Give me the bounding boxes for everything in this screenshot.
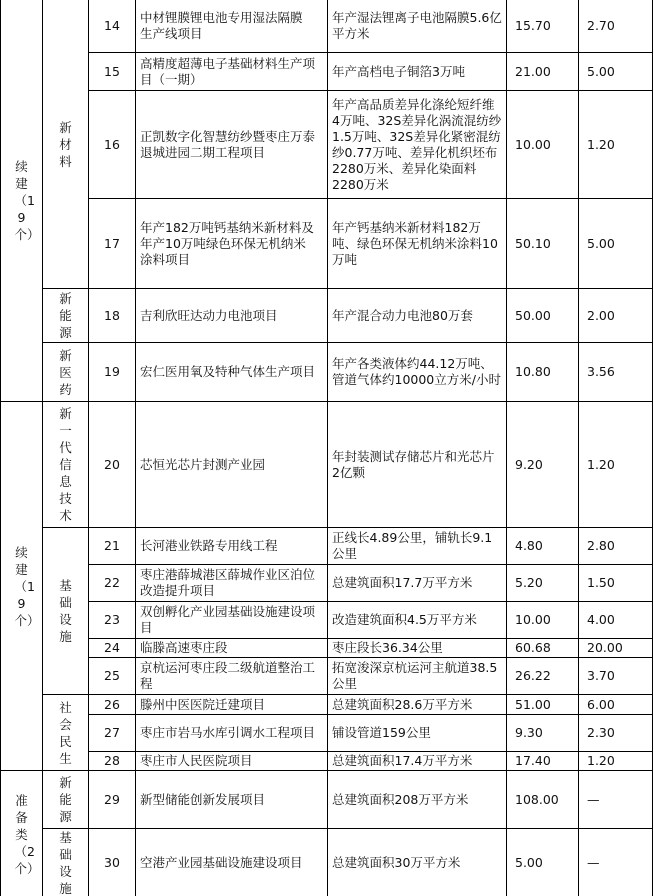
total-investment: 21.00 — [507, 53, 579, 91]
annual-investment: 6.00 — [579, 695, 653, 715]
table-row — [1, 53, 653, 91]
table-row — [1, 528, 653, 565]
total-investment: 60.68 — [507, 639, 579, 658]
group-cell — [1, 771, 43, 896]
annual-investment: — — [579, 829, 653, 896]
total-investment: 4.80 — [507, 528, 579, 565]
group-cell — [1, 402, 43, 771]
project-name: 新型储能创新发展项目 — [136, 771, 328, 829]
total-investment: 15.70 — [507, 0, 579, 53]
project-name: 枣庄港薛城港区薛城作业区泊位改造提升项目 — [136, 565, 328, 602]
project-name: 枣庄市人民医院项目 — [136, 752, 328, 771]
subcat-cell — [43, 695, 89, 771]
group-label: 续建（19个） — [14, 544, 40, 628]
project-name: 临滕高速枣庄段 — [136, 639, 328, 658]
row-no: 23 — [89, 602, 136, 639]
subcat-cell — [43, 528, 89, 695]
row-no: 16 — [89, 91, 136, 199]
row-no: 18 — [89, 289, 136, 343]
subcat-label: 新能源 — [59, 291, 72, 340]
row-no: 22 — [89, 565, 136, 602]
total-investment: 10.00 — [507, 602, 579, 639]
table-row — [1, 199, 653, 289]
total-investment: 17.40 — [507, 752, 579, 771]
project-content: 铺设管道159公里 — [328, 715, 507, 752]
row-no: 24 — [89, 639, 136, 658]
annual-investment: 2.30 — [579, 715, 653, 752]
project-content: 年产湿法锂离子电池隔膜5.6亿平方米 — [328, 0, 507, 53]
subcat-cell — [43, 289, 89, 343]
subcat-label: 基础设施 — [59, 578, 72, 644]
annual-investment: 1.50 — [579, 565, 653, 602]
project-content: 枣庄段长36.34公里 — [328, 639, 507, 658]
project-name: 空港产业园基础设施建设项目 — [136, 829, 328, 896]
row-no: 20 — [89, 402, 136, 528]
row-no: 29 — [89, 771, 136, 829]
project-content: 年产混合动力电池80万套 — [328, 289, 507, 343]
project-content: 年产高档电子铜箔3万吨 — [328, 53, 507, 91]
annual-investment: 2.70 — [579, 0, 653, 53]
project-name: 年产182万吨钙基纳米新材料及 年产10万吨绿色环保无机纳米 涂料项目 — [136, 199, 328, 289]
row-no: 19 — [89, 343, 136, 402]
project-content: 总建筑面积28.6万平方米 — [328, 695, 507, 715]
project-name: 正凯数字化智慧纺纱暨枣庄万泰退城进园二期工程项目 — [136, 91, 328, 199]
annual-investment: 4.00 — [579, 602, 653, 639]
table-row — [1, 658, 653, 695]
annual-investment: 3.70 — [579, 658, 653, 695]
project-name: 高精度超薄电子基础材料生产项目（一期） — [136, 53, 328, 91]
project-content: 总建筑面积208万平方米 — [328, 771, 507, 829]
table-row — [1, 602, 653, 639]
table-row — [1, 289, 653, 343]
table-row — [1, 565, 653, 602]
subcat-label: 新医药 — [59, 347, 72, 397]
table-row — [1, 695, 653, 715]
subcat-cell — [43, 771, 89, 829]
project-name: 芯恒光芯片封测产业园 — [136, 402, 328, 528]
project-name: 滕州中医医院迁建项目 — [136, 695, 328, 715]
project-name: 吉利欣旺达动力电池项目 — [136, 289, 328, 343]
annual-investment: 20.00 — [579, 639, 653, 658]
project-name: 双创孵化产业园基础设施建设项目 — [136, 602, 328, 639]
total-investment: 108.00 — [507, 771, 579, 829]
project-name: 中材锂膜锂电池专用湿法隔膜 生产线项目 — [136, 0, 328, 53]
total-investment: 51.00 — [507, 695, 579, 715]
row-no: 15 — [89, 53, 136, 91]
annual-investment: 1.20 — [579, 91, 653, 199]
row-no: 27 — [89, 715, 136, 752]
project-name: 京杭运河枣庄段二级航道整治工程 — [136, 658, 328, 695]
subcat-cell — [43, 402, 89, 528]
table-row — [1, 91, 653, 199]
annual-investment: 1.20 — [579, 752, 653, 771]
subcat-cell — [43, 829, 89, 896]
project-content: 年产高品质差异化涤纶短纤维4万吨、32S差异化涡流混纺纱1.5万吨、32S差异化紧密混纺纱0.77万吨、差异化机织坯布2280万米、差异化染面料2280万米 — [328, 91, 507, 199]
project-content: 年产各类液体约44.12万吨、管道气体约10000立方米/小时 — [328, 343, 507, 402]
row-no: 17 — [89, 199, 136, 289]
subcat-label: 新材料 — [59, 119, 72, 169]
project-content: 总建筑面积17.7万平方米 — [328, 565, 507, 602]
table-row — [1, 639, 653, 658]
project-content: 正线长4.89公里，铺轨长9.1公里 — [328, 528, 507, 565]
subcat-label: 基础设施 — [59, 830, 72, 896]
project-content: 总建筑面积30万平方米 — [328, 829, 507, 896]
total-investment: 9.30 — [507, 715, 579, 752]
annual-investment: 3.56 — [579, 343, 653, 402]
total-investment: 10.80 — [507, 343, 579, 402]
total-investment: 26.22 — [507, 658, 579, 695]
group-cell — [1, 0, 43, 402]
subcat-label: 新能源 — [59, 775, 72, 824]
project-name: 长河港业铁路专用线工程 — [136, 528, 328, 565]
project-name: 枣庄市岩马水库引调水工程项目 — [136, 715, 328, 752]
annual-investment: 1.20 — [579, 402, 653, 528]
project-content: 改造建筑面积4.5万平方米 — [328, 602, 507, 639]
subcat-label: 新一代信息技术 — [59, 406, 72, 523]
annual-investment: 5.00 — [579, 53, 653, 91]
group-label: 续建（19个） — [14, 159, 40, 242]
group-label: 准备类（2个） — [14, 792, 40, 876]
subcat-cell — [43, 0, 89, 289]
project-content: 总建筑面积17.4万平方米 — [328, 752, 507, 771]
subcat-label: 社会民生 — [59, 699, 72, 766]
total-investment: 9.20 — [507, 402, 579, 528]
table-row — [1, 343, 653, 402]
total-investment: 50.10 — [507, 199, 579, 289]
row-no: 30 — [89, 829, 136, 896]
row-no: 28 — [89, 752, 136, 771]
row-no: 25 — [89, 658, 136, 695]
project-content: 年产钙基纳米新材料182万吨、绿色环保无机纳米涂料10万吨 — [328, 199, 507, 289]
table-row — [1, 771, 653, 829]
project-content: 年封装测试存储芯片和光芯片2亿颗 — [328, 402, 507, 528]
total-investment: 5.20 — [507, 565, 579, 602]
table-row — [1, 715, 653, 752]
subcat-cell — [43, 343, 89, 402]
table-row — [1, 0, 653, 53]
table-row — [1, 402, 653, 528]
annual-investment: 2.80 — [579, 528, 653, 565]
total-investment: 5.00 — [507, 829, 579, 896]
total-investment: 10.00 — [507, 91, 579, 199]
project-name: 宏仁医用氧及特种气体生产项目 — [136, 343, 328, 402]
table-row — [1, 829, 653, 896]
annual-investment: 2.00 — [579, 289, 653, 343]
row-no: 26 — [89, 695, 136, 715]
annual-investment: 5.00 — [579, 199, 653, 289]
total-investment: 50.00 — [507, 289, 579, 343]
annual-investment: — — [579, 771, 653, 829]
row-no: 14 — [89, 0, 136, 53]
table-row — [1, 752, 653, 771]
row-no: 21 — [89, 528, 136, 565]
project-content: 拓宽浚深京杭运河主航道38.5公里 — [328, 658, 507, 695]
